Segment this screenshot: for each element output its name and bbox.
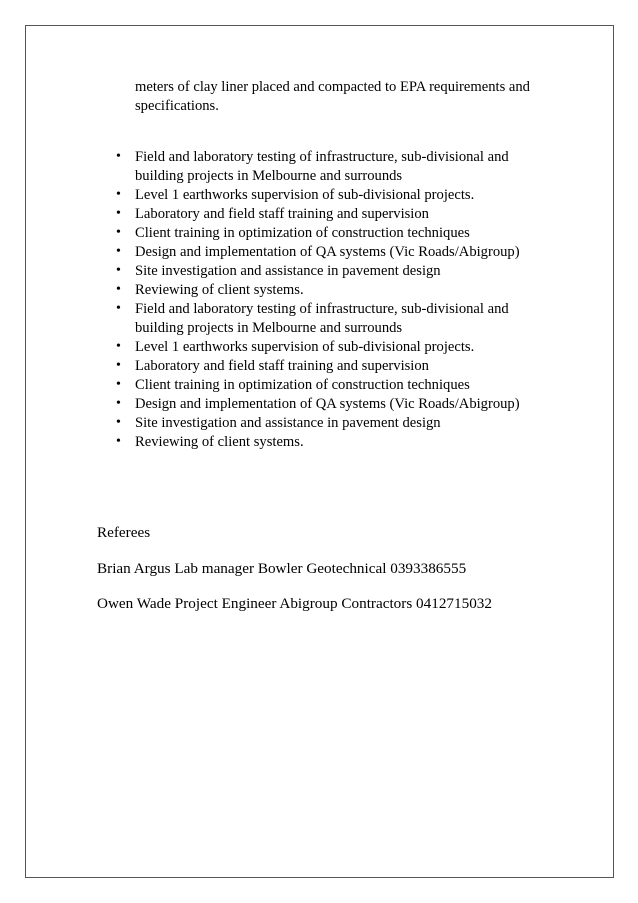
list-item xyxy=(108,376,548,395)
list-item xyxy=(108,262,548,281)
list-item xyxy=(108,186,548,205)
list-item-text: Design and implementation of QA systems (Vic Roads/Abigroup) xyxy=(135,243,520,260)
list-item xyxy=(108,338,548,357)
referee-entry: Brian Argus Lab manager Bowler Geotechnical 0393386555 xyxy=(97,560,467,577)
list-item-text: Reviewing of client systems. xyxy=(135,282,304,299)
list-item-text: Laboratory and field staff training and supervision xyxy=(135,358,429,375)
bullet-icon: • xyxy=(116,301,121,317)
list-item xyxy=(108,414,548,433)
list-item-text: Client training in optimization of construction techniques xyxy=(135,224,470,241)
bullet-icon: • xyxy=(116,282,121,298)
list-item-text: Design and implementation of QA systems (Vic Roads/Abigroup) xyxy=(135,396,520,413)
bullet-icon: • xyxy=(116,377,121,393)
bullet-icon: • xyxy=(116,243,121,259)
list-item-text: Level 1 earthworks supervision of sub-divisional projects. xyxy=(135,186,475,203)
list-item-text: Client training in optimization of construction techniques xyxy=(135,377,470,394)
list-item-text: Site investigation and assistance in pavement design xyxy=(135,415,441,432)
bullet-icon: • xyxy=(116,149,121,164)
list-item-text: Field and laboratory testing of infrastructure, sub-divisional and building projects in Melbourne and surrounds xyxy=(135,149,509,184)
list-item xyxy=(108,300,548,337)
bullet-icon: • xyxy=(116,186,121,202)
bullet-icon: • xyxy=(116,358,121,374)
bullet-icon: • xyxy=(116,415,121,431)
list-item xyxy=(108,148,548,185)
list-item xyxy=(108,395,548,414)
list-item-text: Field and laboratory testing of infrastructure, sub-divisional and building projects in Melbourne and surrounds xyxy=(135,301,509,336)
referee-entry: Owen Wade Project Engineer Abigroup Contractors 0412715032 xyxy=(97,595,492,612)
bullet-icon: • xyxy=(116,205,121,221)
list-item xyxy=(108,205,548,224)
list-item xyxy=(108,243,548,262)
list-item xyxy=(108,357,548,376)
list-item xyxy=(108,281,548,300)
experience-bullet-list xyxy=(108,148,548,453)
bullet-icon: • xyxy=(116,434,121,450)
list-item-text: Laboratory and field staff training and supervision xyxy=(135,205,429,222)
list-item-text: Site investigation and assistance in pavement design xyxy=(135,263,441,280)
list-item xyxy=(108,224,548,243)
referees-heading: Referees xyxy=(97,524,151,541)
list-item-text: Level 1 earthworks supervision of sub-divisional projects. xyxy=(135,338,475,355)
bullet-icon: • xyxy=(116,263,121,279)
bullet-icon: • xyxy=(116,396,121,412)
bullet-icon: • xyxy=(116,338,121,354)
list-item xyxy=(108,433,548,452)
list-item-text: Reviewing of client systems. xyxy=(135,434,304,451)
intro-paragraph: meters of clay liner placed and compacted to EPA requirements and specifications. xyxy=(135,79,530,114)
bullet-icon: • xyxy=(116,224,121,240)
